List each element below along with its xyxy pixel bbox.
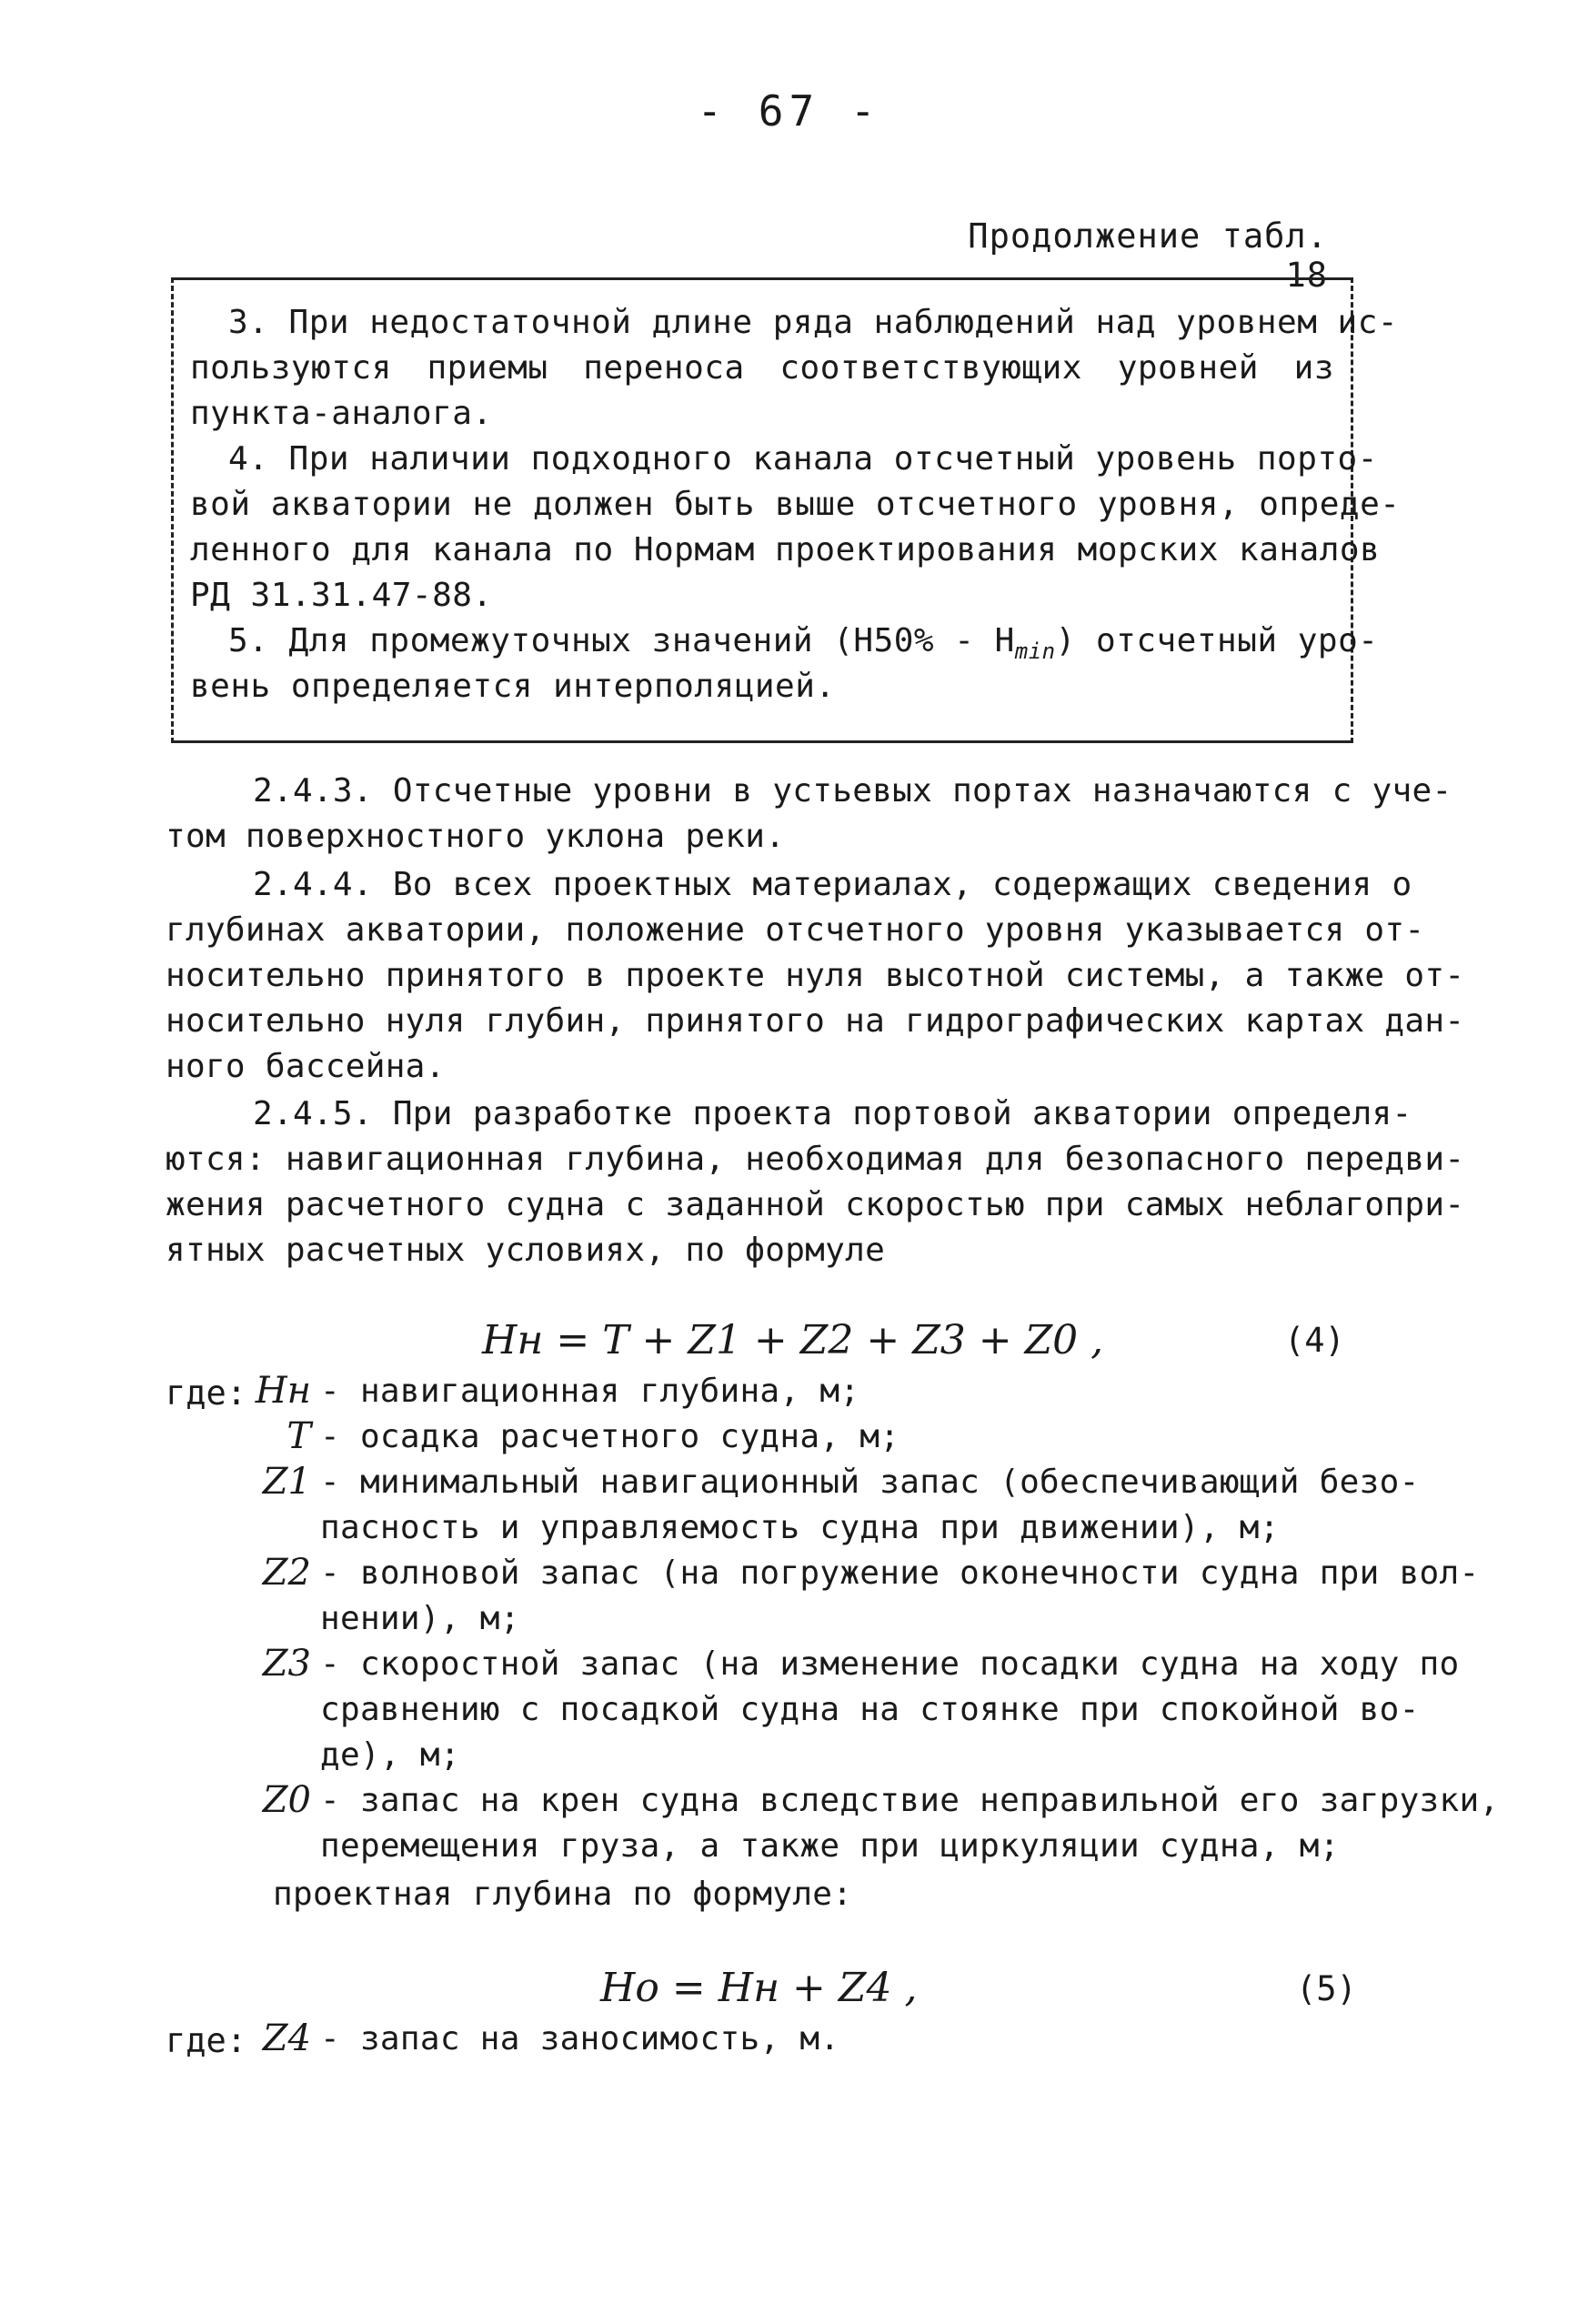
paragraph-line: глубинах акватории, положение отсчетного уровня указывается от- <box>166 911 1425 949</box>
symbol-Z1: Z1 <box>262 1461 311 1503</box>
table-continuation-box <box>171 277 1401 743</box>
definition <box>320 1551 1480 1642</box>
definition-line: перемещения груза, а также при циркуляции судна, м; <box>320 1827 1340 1865</box>
paragraph-line: том поверхностного уклона реки. <box>166 818 786 855</box>
definition-line: - запас на крен судна вследствие неправильной его загрузки, <box>320 1782 1500 1819</box>
paragraph-line: 2.4.3. Отсчетные уровни в устьевых портах назначаются с уче- <box>253 772 1452 810</box>
paragraph-line: ного бассейна. <box>166 1048 446 1085</box>
definition <box>320 1778 1500 1869</box>
table-row-text: 5. Для промежуточных значений (Н50% - H <box>228 622 1015 659</box>
table-row: 4. При наличии подходного канала отсчетный уровень порто- <box>228 440 1378 478</box>
paragraph-line: носительно нуля глубин, принятого на гидрографических картах дан- <box>166 1002 1465 1040</box>
definition <box>320 1460 1420 1551</box>
definition-line: - минимальный навигационный запас (обеспечивающий безо- <box>320 1464 1420 1501</box>
definition <box>320 1414 1362 1460</box>
definition <box>320 2017 1362 2062</box>
equation-number: (4) <box>1284 1321 1345 1360</box>
definition-line: - запас на заносимость, м. <box>320 2020 840 2057</box>
definition-line: - осадка расчетного судна, м; <box>320 1418 900 1455</box>
table-row: РД 31.31.47-88. <box>190 577 493 614</box>
paragraph-line: ются: навигационная глубина, необходимая для безопасного передви- <box>166 1141 1465 1178</box>
symbol-Z4: Z4 <box>262 2017 311 2059</box>
design-depth-intro-line: проектная глубина по формуле: <box>273 1876 853 1913</box>
symbol-Z0: Z0 <box>262 1779 311 1821</box>
table-row: пользуются приемы переноса соответствующих уровней из <box>190 349 1334 387</box>
definition-line: сравнению с посадкой судна на стоянке при спокойной во- <box>320 1691 1420 1728</box>
table-row: 3. При недостаточной длине ряда наблюдений над уровнем ис- <box>228 304 1399 341</box>
table-row-subscript: min <box>1014 639 1056 665</box>
definition <box>320 1642 1460 1778</box>
design-depth-intro <box>273 1872 1314 1917</box>
definition-line: де), м; <box>320 1736 460 1774</box>
where-label: где: <box>166 2021 247 2060</box>
table-row: вень определяется интерполяцией. <box>190 668 836 705</box>
table-continuation-label: Продолжение табл. 18 <box>968 216 1328 295</box>
where-label: где: <box>166 1373 247 1413</box>
paragraph-line: ятных расчетных условиях, по формуле <box>166 1232 886 1269</box>
symbol-T: T <box>286 1415 311 1457</box>
formula-design-depth: Hо = Hн + Z4 , <box>600 1965 918 2011</box>
formula-navigational-depth: Hн = T + Z1 + Z2 + Z3 + Z0 , <box>482 1317 1104 1363</box>
definition-line: пасность и управляемость судна при движении), м; <box>320 1509 1280 1546</box>
definition-line: нении), м; <box>320 1600 520 1637</box>
table-row: ленного для канала по Нормам проектирования морских каналов <box>190 531 1381 568</box>
symbol-Z3: Z3 <box>262 1643 311 1685</box>
paragraph-line: 2.4.5. При разработке проекта портовой акватории определя- <box>253 1095 1412 1132</box>
definition-line: - скоростной запас (на изменение посадки судна на ходу по <box>320 1645 1460 1683</box>
definition <box>320 1369 1362 1414</box>
paragraph-line: носительно принятого в проекте нуля высотной системы, а также от- <box>166 957 1465 994</box>
definition-line: - навигационная глубина, м; <box>320 1373 860 1410</box>
definition-line: - волновой запас (на погружение оконечности судна при вол- <box>320 1554 1480 1592</box>
paragraph-line: 2.4.4. Во всех проектных материалах, содержащих сведения о <box>253 866 1412 903</box>
table-row: пункта-аналога. <box>190 395 493 432</box>
symbol-Hn: Hн <box>255 1370 311 1412</box>
symbol-Z2: Z2 <box>262 1552 311 1594</box>
page-number: - 67 - <box>697 86 881 136</box>
paragraph-line: жения расчетного судна с заданной скоростью при самых неблагопри- <box>166 1186 1465 1223</box>
table-row: вой акватории не должен быть выше отсчетного уровня, опреде- <box>190 486 1401 523</box>
table-row-tail: ) отсчетный уро- <box>1055 622 1379 659</box>
equation-number: (5) <box>1296 1969 1357 2008</box>
